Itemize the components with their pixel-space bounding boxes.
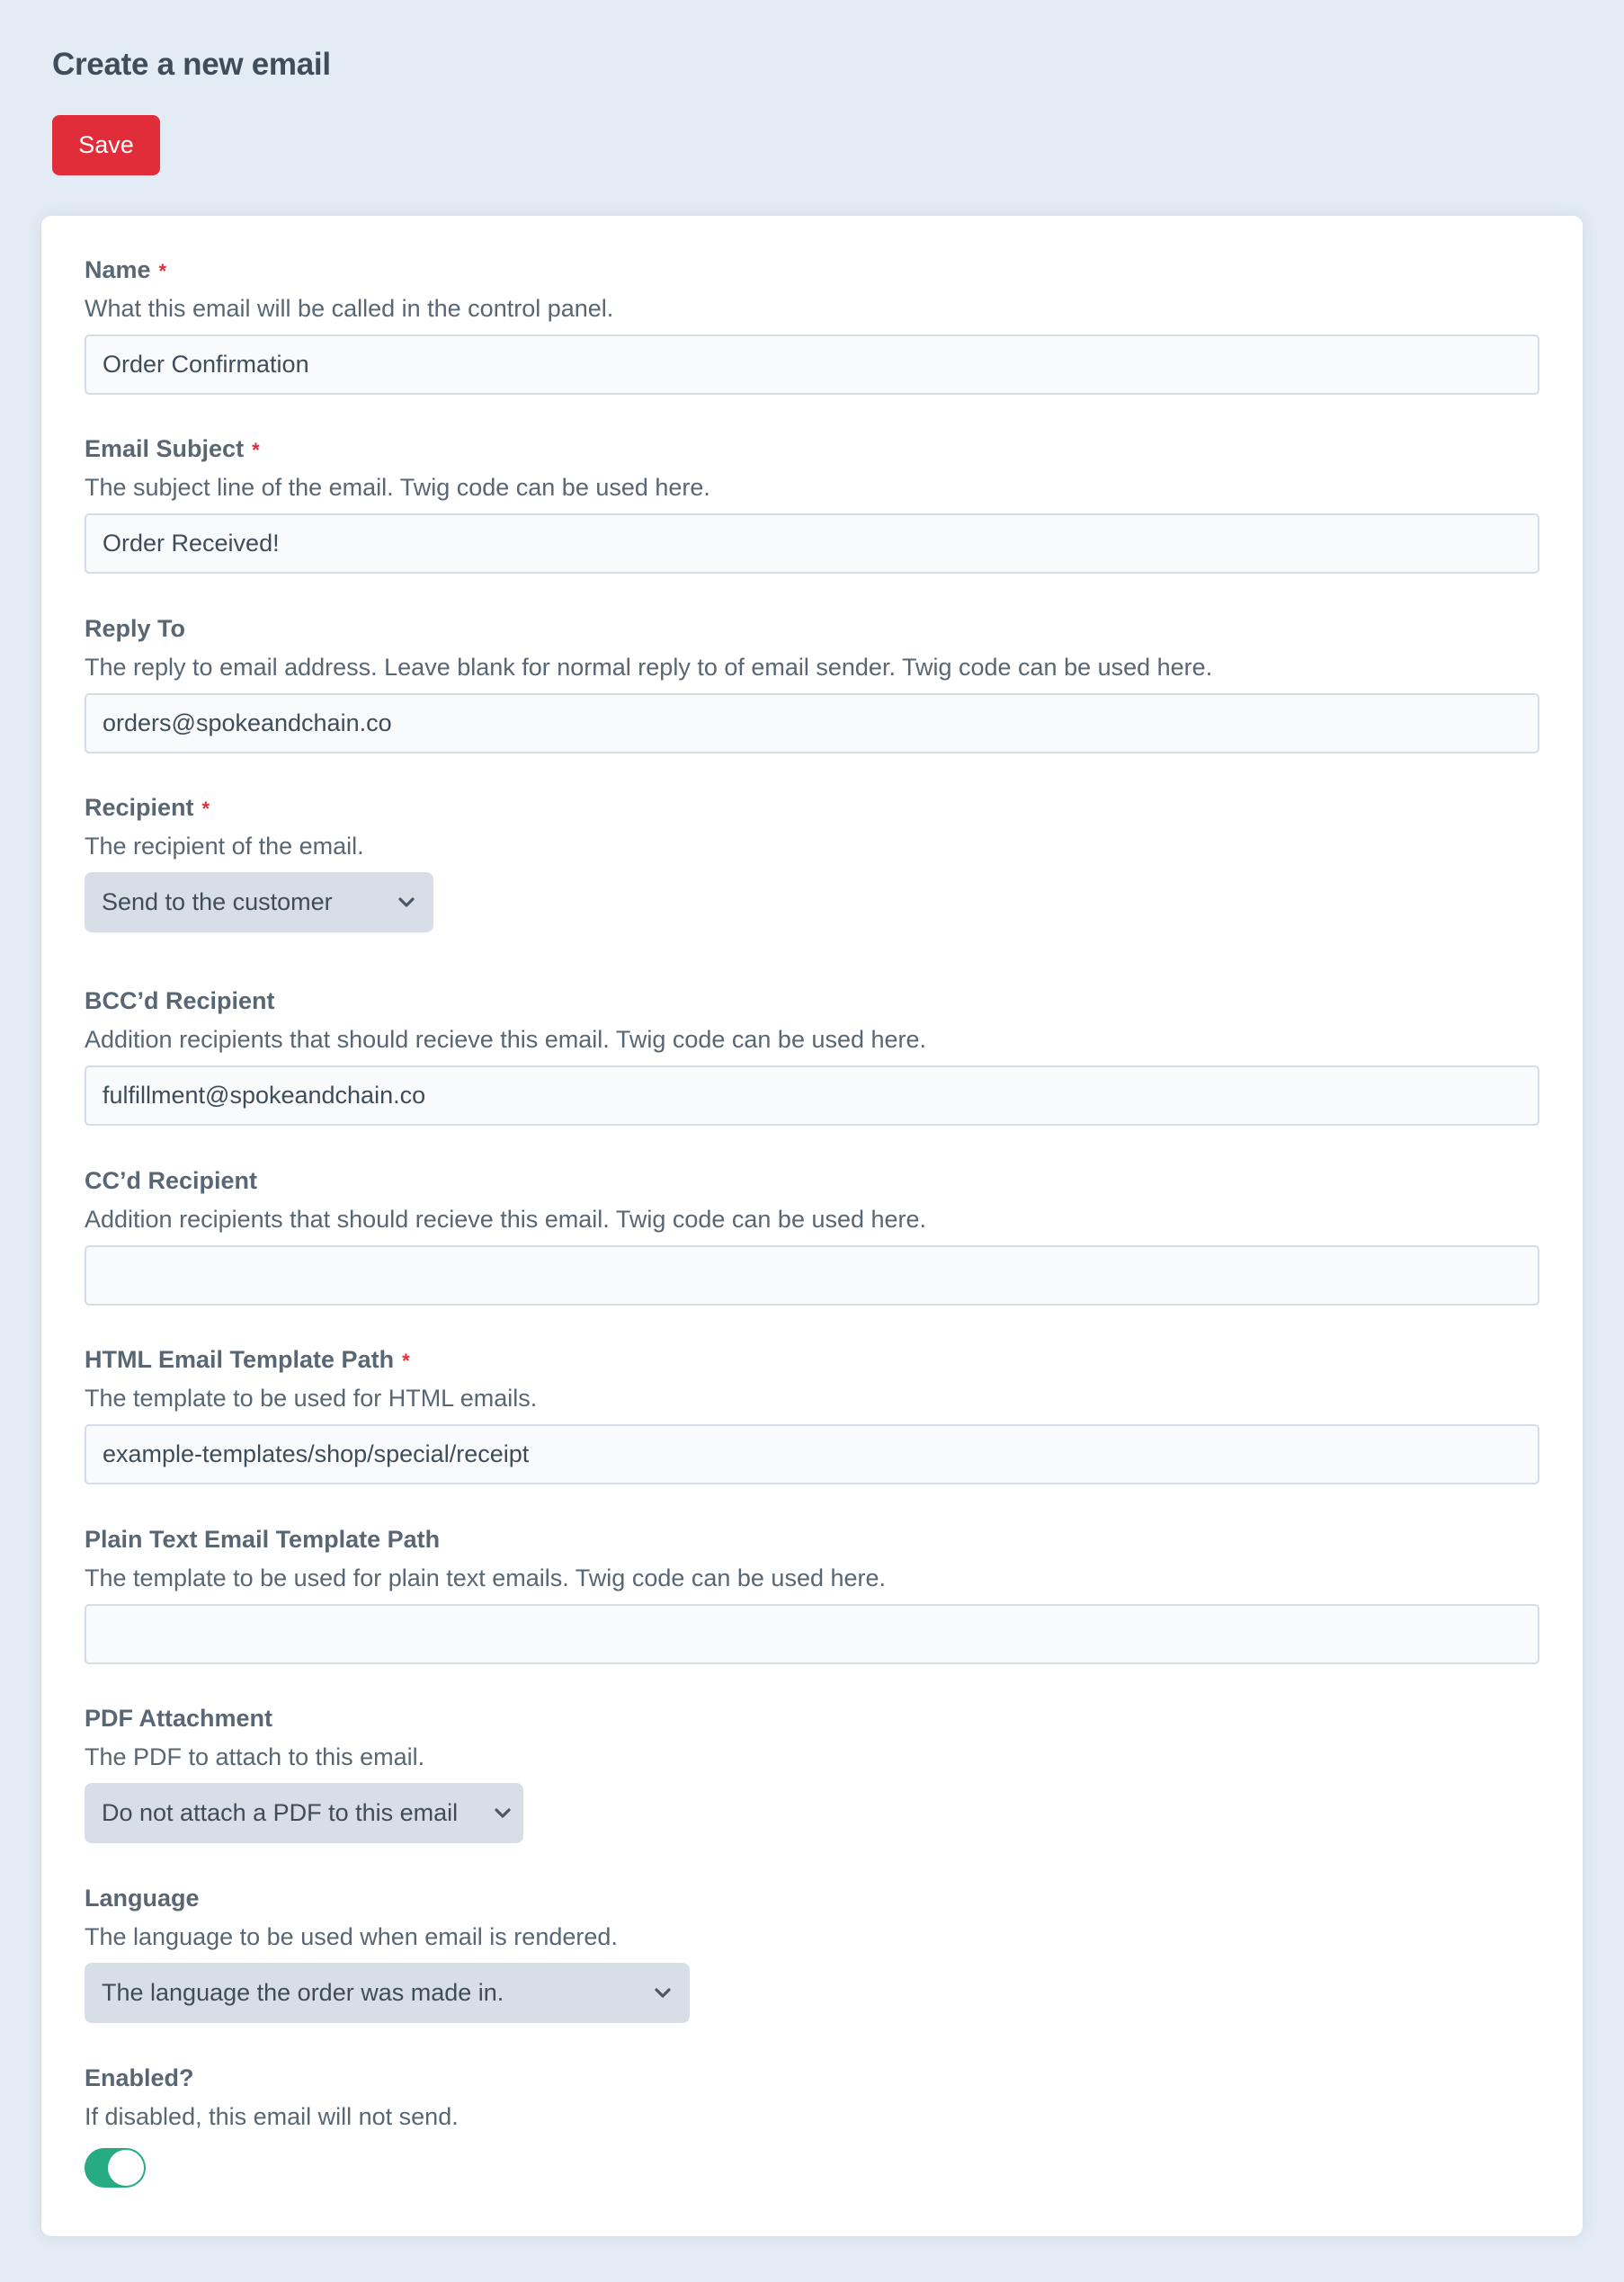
bcc-recipient-input[interactable]: fulfillment@spokeandchain.co [85, 1065, 1539, 1126]
recipient-select[interactable] [85, 872, 433, 932]
field-enabled [85, 2063, 1539, 2188]
chevron-down-icon [653, 1983, 673, 2003]
field-label [85, 1883, 1539, 1913]
field-description: The subject line of the email. Twig code can be used here. [85, 474, 710, 501]
field-label [85, 792, 1539, 823]
language-selected-value: The language the order was made in. [102, 1979, 504, 2006]
cc-recipient-label: CC’d Recipient [85, 1167, 258, 1194]
required-asterisk-icon: * [201, 798, 210, 820]
field-label [85, 433, 1539, 464]
field-plain-text-template-path [85, 1524, 1539, 1664]
reply-to-label: Reply To [85, 615, 186, 642]
field-description: If disabled, this email will not send. [85, 2103, 459, 2130]
required-asterisk-icon: * [252, 439, 260, 461]
language-select[interactable] [85, 1963, 690, 2023]
field-description: Addition recipients that should recieve this email. Twig code can be used here. [85, 1026, 927, 1053]
field-label [85, 1165, 1539, 1196]
field-label [85, 985, 1539, 1016]
reply-to-input[interactable]: orders@spokeandchain.co [85, 693, 1539, 753]
save-button[interactable]: Save [52, 115, 160, 175]
required-asterisk-icon: * [402, 1350, 410, 1372]
field-recipient [85, 792, 1539, 932]
field-description: The recipient of the email. [85, 833, 364, 860]
field-label [85, 2063, 1539, 2093]
recipient-label: Recipient [85, 794, 194, 821]
email-form-card [41, 216, 1583, 2236]
field-description: The PDF to attach to this email. [85, 1743, 425, 1770]
html-template-path-input[interactable]: example-templates/shop/special/receipt [85, 1424, 1539, 1484]
enabled-label: Enabled? [85, 2064, 194, 2091]
field-label [85, 1344, 1539, 1375]
field-description: The template to be used for plain text emails. Twig code can be used here. [85, 1564, 887, 1591]
field-reply-to [85, 613, 1539, 753]
field-html-template-path [85, 1344, 1539, 1484]
pdf-attachment-select[interactable] [85, 1783, 523, 1843]
chevron-down-icon [397, 893, 416, 913]
field-cc-recipient [85, 1165, 1539, 1306]
email-subject-input[interactable]: Order Received! [85, 513, 1539, 574]
field-label [85, 1524, 1539, 1555]
field-description: Addition recipients that should recieve this email. Twig code can be used here. [85, 1206, 927, 1233]
field-bcc-recipient [85, 985, 1539, 1126]
enabled-toggle[interactable] [85, 2148, 146, 2188]
toggle-knob [108, 2150, 144, 2186]
language-label: Language [85, 1885, 200, 1912]
required-asterisk-icon: * [158, 260, 167, 282]
recipient-selected-value: Send to the customer [102, 888, 333, 915]
field-name [85, 254, 1539, 395]
field-description: What this email will be called in the control panel. [85, 295, 614, 322]
plain-text-template-path-label: Plain Text Email Template Path [85, 1526, 441, 1553]
chevron-down-icon [493, 1804, 513, 1823]
page-title: Create a new email [52, 47, 331, 82]
name-label: Name [85, 256, 151, 283]
field-email-subject [85, 433, 1539, 574]
field-description: The template to be used for HTML emails. [85, 1385, 538, 1412]
field-language [85, 1883, 1539, 2023]
pdf-attachment-selected-value: Do not attach a PDF to this email [102, 1799, 459, 1826]
email-subject-label: Email Subject [85, 435, 245, 462]
pdf-attachment-label: PDF Attachment [85, 1705, 273, 1732]
name-input[interactable]: Order Confirmation [85, 334, 1539, 395]
field-pdf-attachment [85, 1703, 1539, 1843]
field-label [85, 1703, 1539, 1734]
field-label [85, 613, 1539, 644]
html-template-path-label: HTML Email Template Path [85, 1346, 395, 1373]
field-description: The language to be used when email is rendered. [85, 1923, 618, 1950]
cc-recipient-input[interactable] [85, 1245, 1539, 1306]
plain-text-template-path-input[interactable] [85, 1604, 1539, 1664]
field-label [85, 254, 1539, 285]
bcc-recipient-label: BCC’d Recipient [85, 987, 275, 1014]
field-description: The reply to email address. Leave blank for normal reply to of email sender. Twig code can be used here. [85, 654, 1213, 681]
